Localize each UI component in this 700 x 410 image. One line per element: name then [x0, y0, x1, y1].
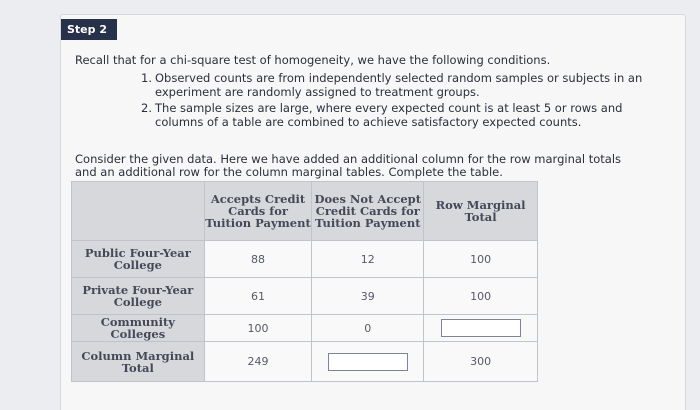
condition-number: 1.: [141, 71, 152, 85]
header-accepts-credit: Accepts Credit Cards for Tuition Payment: [204, 182, 312, 241]
table-cell: 300: [424, 342, 538, 382]
table-cell: 100: [424, 278, 538, 315]
table-row: [72, 342, 538, 382]
table-cell: 100: [204, 315, 312, 342]
solution-card: [60, 14, 686, 410]
condition-text: Observed counts are from independently selected random samples or subjects in an experiment are randomly assigned to treatment groups.: [155, 71, 643, 99]
intro-text: Recall that for a chi-square test of homogeneity, we have the following conditions.: [75, 53, 551, 67]
instructions-text: Consider the given data. Here we have added an additional column for the row marginal totals and an additional row for the column marginal tables. Complete the table.: [75, 152, 622, 179]
table-cell: 100: [424, 241, 538, 278]
step-badge: Step 2: [61, 19, 117, 40]
table-cell: 61: [204, 278, 312, 315]
row-label: Public Four-Year College: [72, 241, 205, 278]
table-cell: 12: [312, 241, 424, 278]
condition-item: [141, 102, 661, 129]
corner-header: [72, 182, 205, 241]
does-not-accept-column-total-input[interactable]: [328, 353, 408, 371]
row-label: Private Four-Year College: [72, 278, 205, 315]
header-row-marginal-total: Row Marginal Total: [424, 182, 538, 241]
row-label: Column Marginal Total: [72, 342, 205, 382]
table-cell: 39: [312, 278, 424, 315]
table-cell: [424, 315, 538, 342]
table-cell: 0: [312, 315, 424, 342]
table-cell: 249: [204, 342, 312, 382]
header-does-not-accept: Does Not Accept Credit Cards for Tuition Payment: [312, 182, 424, 241]
conditions-list: [141, 72, 661, 132]
community-colleges-row-total-input[interactable]: [441, 319, 521, 337]
table-row: [72, 315, 538, 342]
row-label: Community Colleges: [72, 315, 205, 342]
table-row: [72, 241, 538, 278]
contingency-table: [71, 181, 538, 382]
table-cell: 88: [204, 241, 312, 278]
condition-text: The sample sizes are large, where every expected count is at least 5 or rows and columns of a table are combined to achieve satisfactory expected counts.: [155, 101, 623, 129]
condition-number: 2.: [141, 101, 152, 115]
table-row: [72, 278, 538, 315]
table-cell: [312, 342, 424, 382]
condition-item: [141, 72, 661, 99]
